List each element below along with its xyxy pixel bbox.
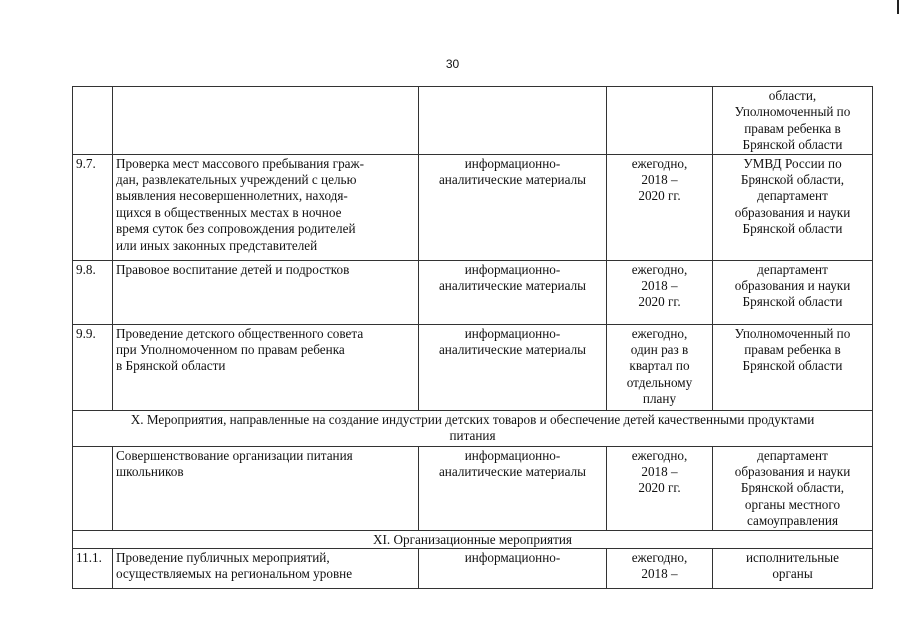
executors: Уполномоченный по правам ребенка в Брянской области [713,324,873,410]
table-row [73,87,873,155]
table-row [73,446,873,530]
report-form: информационно- аналитические материалы [419,154,607,260]
item-name: Проведение детского общественного совета при Уполномоченном по правам ребенка в Брянской области [113,324,419,410]
section-title: XI. Организационные мероприятия [73,530,873,548]
scan-edge-mark [897,0,899,14]
item-number: 9.8. [73,260,113,324]
item-name [113,87,419,155]
table-body [73,87,873,589]
item-name: Совершенствование организации питания школьников [113,446,419,530]
table-row [73,154,873,260]
item-name: Проверка мест массового пребывания граж- дан, развлекательных учреждений с целью выявления несовершеннолетних, находя- щихся в общественных местах в ночное время суток без сопровождения родителей или иных законных представителей [113,154,419,260]
executors: исполнительные органы [713,549,873,589]
item-name: Правовое воспитание детей и подростков [113,260,419,324]
page-number: 30 [445,57,460,71]
table-row [73,260,873,324]
report-form: информационно- аналитические материалы [419,324,607,410]
deadline: ежегодно, 2018 – 2020 гг. [607,154,713,260]
item-number: 11.1. [73,549,113,589]
measures-table [72,86,873,589]
deadline: ежегодно, 2018 – 2020 гг. [607,260,713,324]
deadline: ежегодно, 2018 – [607,549,713,589]
section-header-row [73,410,873,446]
deadline: ежегодно, 2018 – 2020 гг. [607,446,713,530]
table-row [73,324,873,410]
deadline: ежегодно, один раз в квартал по отдельному плану [607,324,713,410]
report-form: информационно- [419,549,607,589]
executors: УМВД России по Брянской области, департамент образования и науки Брянской области [713,154,873,260]
section-title: X. Мероприятия, направленные на создание индустрии детских товаров и обеспечение детей качественными продуктами питания [73,410,873,446]
report-form: информационно- аналитические материалы [419,446,607,530]
item-number [73,87,113,155]
item-number: 9.7. [73,154,113,260]
item-number: 9.9. [73,324,113,410]
report-form [419,87,607,155]
item-name: Проведение публичных мероприятий, осуществляемых на региональном уровне [113,549,419,589]
report-form: информационно- аналитические материалы [419,260,607,324]
section-header-row [73,530,873,548]
item-number [73,446,113,530]
table-row [73,549,873,589]
executors: департамент образования и науки Брянской области [713,260,873,324]
executors: области, Уполномоченный по правам ребенка в Брянской области [713,87,873,155]
deadline [607,87,713,155]
executors: департамент образования и науки Брянской области, органы местного самоуправления [713,446,873,530]
